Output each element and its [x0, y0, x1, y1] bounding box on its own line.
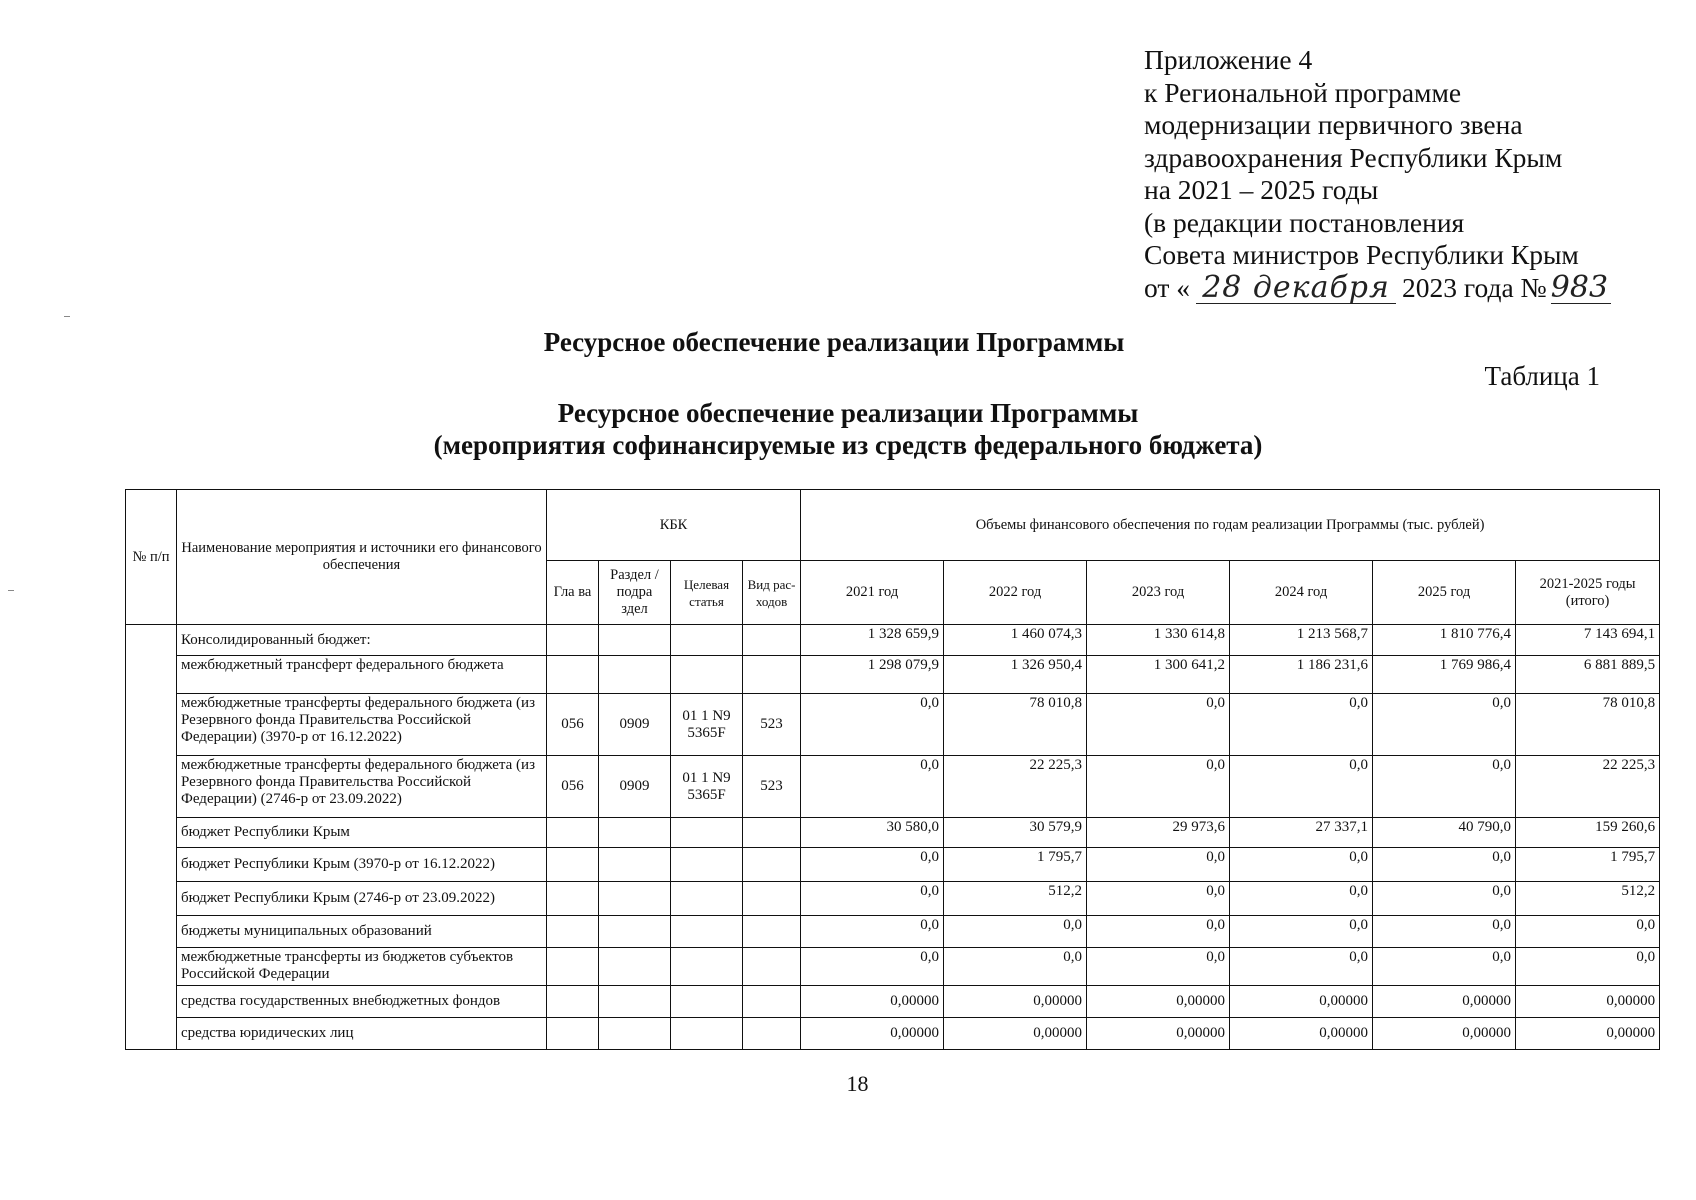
kbk-celevaya: [671, 848, 743, 882]
value-2021: 0,0: [801, 756, 944, 818]
kbk-razdel: [599, 656, 671, 694]
value-total: 1 795,7: [1516, 848, 1660, 882]
value-2021: 1 328 659,9: [801, 625, 944, 656]
value-2022: 0,00000: [944, 986, 1087, 1018]
kbk-razdel: 0909: [599, 756, 671, 818]
value-2024: 0,0: [1230, 694, 1373, 756]
header-year-2025: 2025 год: [1373, 561, 1516, 625]
value-2022: 0,0: [944, 948, 1087, 986]
value-2025: 0,00000: [1373, 986, 1516, 1018]
kbk-vid: [743, 625, 801, 656]
value-total: 0,00000: [1516, 1018, 1660, 1050]
value-total: 0,00000: [1516, 986, 1660, 1018]
kbk-celevaya: [671, 916, 743, 948]
kbk-vid: [743, 848, 801, 882]
header-year-2023: 2023 год: [1087, 561, 1230, 625]
kbk-glava: [547, 882, 599, 916]
value-2024: 1 186 231,6: [1230, 656, 1373, 694]
kbk-glava: [547, 986, 599, 1018]
value-total: 0,0: [1516, 948, 1660, 986]
kbk-razdel: [599, 948, 671, 986]
kbk-glava: [547, 916, 599, 948]
kbk-vid: [743, 916, 801, 948]
value-2025: 0,0: [1373, 694, 1516, 756]
value-2023: 0,0: [1087, 882, 1230, 916]
kbk-celevaya: [671, 986, 743, 1018]
value-2025: 0,0: [1373, 948, 1516, 986]
value-2025: 0,00000: [1373, 1018, 1516, 1050]
value-2025: 0,0: [1373, 882, 1516, 916]
value-2024: 0,00000: [1230, 986, 1373, 1018]
kbk-razdel: [599, 1018, 671, 1050]
kbk-celevaya: 01 1 N9 5365F: [671, 756, 743, 818]
value-2021: 0,0: [801, 882, 944, 916]
kbk-celevaya: 01 1 N9 5365F: [671, 694, 743, 756]
header-razdel: Раздел /подра здел: [599, 561, 671, 625]
handwritten-date: 28 декабря: [1196, 273, 1396, 304]
kbk-vid: [743, 1018, 801, 1050]
kbk-razdel: [599, 625, 671, 656]
kbk-glava: 056: [547, 694, 599, 756]
header-year-2021: 2021 год: [801, 561, 944, 625]
header-vid-rashodov: Вид рас- ходов: [743, 561, 801, 625]
row-name: бюджет Республики Крым: [177, 818, 547, 848]
resource-table-container: [125, 489, 1659, 1050]
appendix-block: [1144, 44, 1611, 304]
kbk-vid: [743, 948, 801, 986]
value-2025: 0,0: [1373, 756, 1516, 818]
kbk-razdel: [599, 848, 671, 882]
value-2023: 29 973,6: [1087, 818, 1230, 848]
table-title-line1: Ресурсное обеспечение реализации Программы: [557, 398, 1139, 428]
kbk-vid: 523: [743, 756, 801, 818]
header-volumes: Объемы финансового обеспечения по годам реализации Программы (тыс. рублей): [801, 490, 1660, 561]
value-2023: 1 330 614,8: [1087, 625, 1230, 656]
kbk-razdel: [599, 916, 671, 948]
header-kbk: КБК: [547, 490, 801, 561]
resource-table: [125, 489, 1660, 1050]
year-suffix: 2023 года №: [1402, 271, 1547, 303]
value-2024: 0,0: [1230, 882, 1373, 916]
value-2022: 30 579,9: [944, 818, 1087, 848]
value-2022: 1 795,7: [944, 848, 1087, 882]
value-2022: 0,0: [944, 916, 1087, 948]
value-total: 78 010,8: [1516, 694, 1660, 756]
appendix-line: к Региональной программе: [1144, 76, 1462, 108]
page-number: 18: [846, 1071, 869, 1096]
kbk-vid: [743, 986, 801, 1018]
value-2024: 1 213 568,7: [1230, 625, 1373, 656]
table-row: [126, 756, 1660, 818]
value-2023: 0,00000: [1087, 986, 1230, 1018]
row-name: средства юридических лиц: [177, 1018, 547, 1050]
value-2023: 0,0: [1087, 916, 1230, 948]
value-2021: 0,0: [801, 948, 944, 986]
row-name: межбюджетные трансферты из бюджетов субъектов Российской Федерации: [177, 948, 547, 986]
table-row: [126, 1018, 1660, 1050]
value-2023: 1 300 641,2: [1087, 656, 1230, 694]
appendix-line: Совета министров Республики Крым: [1144, 239, 1579, 270]
value-2025: 0,0: [1373, 848, 1516, 882]
value-2022: 512,2: [944, 882, 1087, 916]
value-2021: 1 298 079,9: [801, 656, 944, 694]
header-celevaya-statya: Целевая статья: [671, 561, 743, 625]
kbk-celevaya: [671, 948, 743, 986]
value-2022: 1 326 950,4: [944, 656, 1087, 694]
from-prefix: от «: [1144, 271, 1191, 303]
kbk-glava: [547, 656, 599, 694]
kbk-vid: [743, 818, 801, 848]
kbk-celevaya: [671, 882, 743, 916]
value-2021: 0,0: [801, 916, 944, 948]
value-total: 6 881 889,5: [1516, 656, 1660, 694]
value-2021: 0,0: [801, 694, 944, 756]
appendix-line: модернизации первичного звена: [1144, 109, 1523, 140]
table-row: [126, 986, 1660, 1018]
appendix-line: на 2021 – 2025 годы: [1144, 174, 1379, 205]
value-2021: 0,00000: [801, 1018, 944, 1050]
row-name: бюджет Республики Крым (2746-р от 23.09.2022): [177, 882, 547, 916]
kbk-glava: [547, 1018, 599, 1050]
table-title: [0, 397, 1696, 461]
kbk-vid: [743, 656, 801, 694]
value-2024: 0,0: [1230, 948, 1373, 986]
kbk-glava: [547, 848, 599, 882]
header-name: Наименование мероприятия и источники его финансового обеспечения: [177, 490, 547, 625]
header-num: № п/п: [126, 490, 177, 625]
value-2024: 0,0: [1230, 916, 1373, 948]
value-total: 0,0: [1516, 916, 1660, 948]
value-2022: 22 225,3: [944, 756, 1087, 818]
value-2022: 78 010,8: [944, 694, 1087, 756]
value-2025: 1 810 776,4: [1373, 625, 1516, 656]
row-name: межбюджетные трансферты федерального бюджета (из Резервного фонда Правительства Российской Федерации) (2746-р от 23.09.2022): [177, 756, 547, 818]
appendix-line: (в редакции постановления: [1144, 206, 1465, 238]
table-row: [126, 818, 1660, 848]
kbk-celevaya: [671, 656, 743, 694]
table-row: [126, 848, 1660, 882]
table-row: [126, 625, 1660, 656]
kbk-glava: [547, 818, 599, 848]
value-total: 7 143 694,1: [1516, 625, 1660, 656]
kbk-celevaya: [671, 1018, 743, 1050]
kbk-glava: 056: [547, 756, 599, 818]
value-2023: 0,0: [1087, 948, 1230, 986]
value-2021: 0,00000: [801, 986, 944, 1018]
table-body: [126, 625, 1660, 1050]
value-2022: 1 460 074,3: [944, 625, 1087, 656]
table-row: [126, 916, 1660, 948]
value-2023: 0,0: [1087, 848, 1230, 882]
table-row: [126, 694, 1660, 756]
resolution-date-line: [1144, 272, 1611, 305]
row-name: межбюджетный трансферт федерального бюджета: [177, 656, 547, 694]
handwritten-number: 983: [1551, 273, 1611, 304]
table-title-line2: (мероприятия софинансируемые из средств федерального бюджета): [433, 430, 1263, 460]
kbk-vid: [743, 882, 801, 916]
kbk-razdel: 0909: [599, 694, 671, 756]
kbk-razdel: [599, 818, 671, 848]
table-row: [126, 882, 1660, 916]
value-2024: 0,0: [1230, 756, 1373, 818]
kbk-vid: 523: [743, 694, 801, 756]
row-name: Консолидированный бюджет:: [177, 625, 547, 656]
row-name: бюджет Республики Крым (3970-р от 16.12.2022): [177, 848, 547, 882]
value-2022: 0,00000: [944, 1018, 1087, 1050]
value-total: 22 225,3: [1516, 756, 1660, 818]
value-total: 512,2: [1516, 882, 1660, 916]
value-2021: 30 580,0: [801, 818, 944, 848]
row-name: бюджеты муниципальных образований: [177, 916, 547, 948]
header-year-2024: 2024 год: [1230, 561, 1373, 625]
row-number-cell: [126, 625, 177, 1050]
kbk-razdel: [599, 882, 671, 916]
value-2024: 27 337,1: [1230, 818, 1373, 848]
header-glava: Гла ва: [547, 561, 599, 625]
value-2021: 0,0: [801, 848, 944, 882]
value-2024: 0,0: [1230, 848, 1373, 882]
table-row: [126, 948, 1660, 986]
appendix-line: здравоохранения Республики Крым: [1144, 141, 1563, 173]
value-total: 159 260,6: [1516, 818, 1660, 848]
main-title: Ресурсное обеспечение реализации Программы: [543, 327, 1125, 357]
appendix-line: Приложение 4: [1144, 44, 1313, 75]
kbk-glava: [547, 948, 599, 986]
scan-mark: [64, 316, 70, 317]
kbk-razdel: [599, 986, 671, 1018]
value-2023: 0,00000: [1087, 1018, 1230, 1050]
kbk-glava: [547, 625, 599, 656]
value-2024: 0,00000: [1230, 1018, 1373, 1050]
row-name: межбюджетные трансферты федерального бюджета (из Резервного фонда Правительства Российской Федерации) (3970-р от 16.12.2022): [177, 694, 547, 756]
table-label: Таблица 1: [1484, 361, 1600, 391]
value-2025: 1 769 986,4: [1373, 656, 1516, 694]
kbk-celevaya: [671, 625, 743, 656]
value-2023: 0,0: [1087, 694, 1230, 756]
value-2025: 40 790,0: [1373, 818, 1516, 848]
header-total: 2021-2025 годы (итого): [1516, 561, 1660, 625]
row-name: средства государственных внебюджетных фондов: [177, 986, 547, 1018]
value-2023: 0,0: [1087, 756, 1230, 818]
table-row: [126, 656, 1660, 694]
value-2025: 0,0: [1373, 916, 1516, 948]
scan-mark: [8, 590, 14, 591]
header-year-2022: 2022 год: [944, 561, 1087, 625]
kbk-celevaya: [671, 818, 743, 848]
